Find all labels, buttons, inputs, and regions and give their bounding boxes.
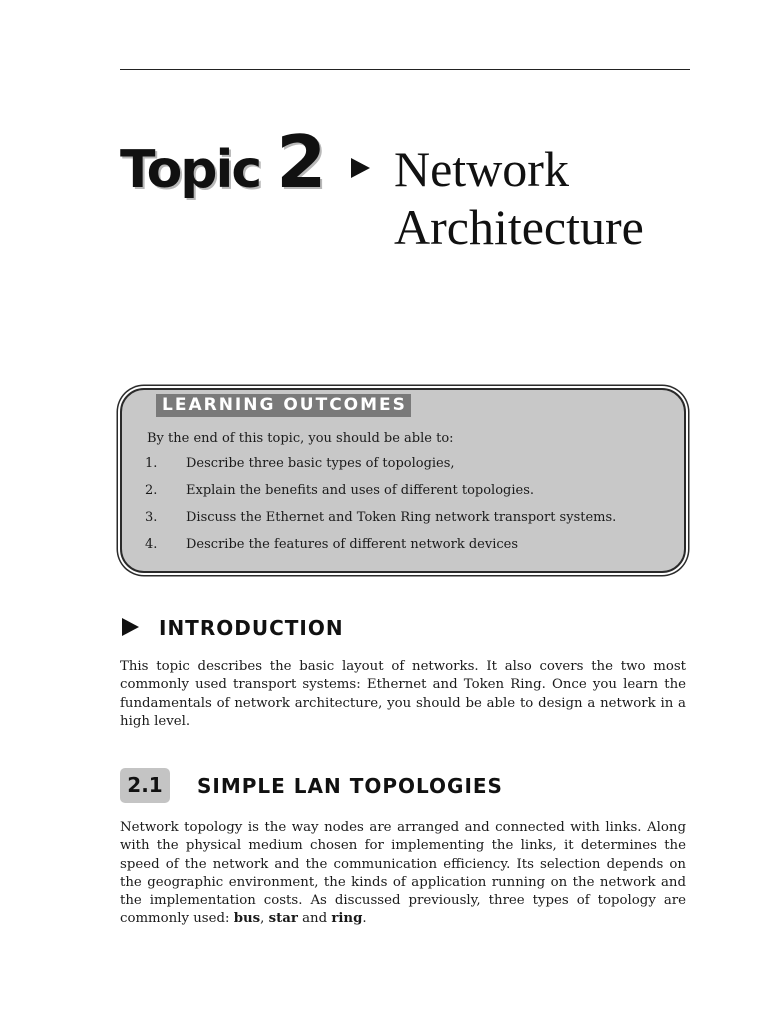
topic-title <box>394 140 644 256</box>
section-heading: SIMPLE LAN TOPOLOGIES <box>197 774 503 798</box>
play-arrow-icon <box>351 158 370 178</box>
section-paragraph <box>120 819 686 929</box>
term-bus: bus <box>233 911 261 927</box>
list-item-number: 1. <box>145 456 158 471</box>
term-star: star <box>268 911 298 927</box>
term-ring: ring <box>331 911 363 927</box>
topic-title-line-1: Network <box>394 141 569 197</box>
list-item-text: Explain the benefits and uses of different topologies. <box>186 483 535 498</box>
topic-title-line-2: Architecture <box>394 199 644 255</box>
topic-number: 2 <box>276 120 325 204</box>
list-item-text: Describe the features of different network devices <box>186 537 519 552</box>
introduction-heading: INTRODUCTION <box>159 616 344 640</box>
learning-outcomes-intro: By the end of this topic, you should be able to: <box>147 431 454 446</box>
list-item-text: Discuss the Ethernet and Token Ring network transport systems. <box>186 510 617 525</box>
separator: and <box>297 911 332 927</box>
learning-outcomes-heading: LEARNING OUTCOMES <box>156 394 411 417</box>
introduction-paragraph: This topic describes the basic layout of networks. It also covers the two most commonly used transport systems: Ethernet and Token Ring. Once you learn the fundamentals of network architecture, you should be able to design a network in a high level. <box>120 659 686 729</box>
learning-outcomes-box <box>120 388 686 573</box>
list-item-text: Describe three basic types of topologies, <box>186 456 455 471</box>
list-item-number: 2. <box>145 483 158 498</box>
list-item-number: 3. <box>145 510 158 525</box>
topic-label <box>120 120 325 204</box>
list-item-number: 4. <box>145 537 158 552</box>
separator: , <box>260 911 269 927</box>
section-body-text: Network topology is the way nodes are arranged and connected with links. Along with the physical medium chosen for implementing the links, it determines the speed of the network and the communication efficiency. Its selection depends on the geographic environment, the kinds of application running on the network and the implementation costs. As discussed previously, three types of topology are commonly used: <box>120 820 686 927</box>
play-arrow-icon <box>122 618 139 636</box>
section-number-badge: 2.1 <box>120 768 170 803</box>
period: . <box>362 911 367 927</box>
top-rule <box>120 69 690 70</box>
topic-word: Topic <box>120 140 261 200</box>
